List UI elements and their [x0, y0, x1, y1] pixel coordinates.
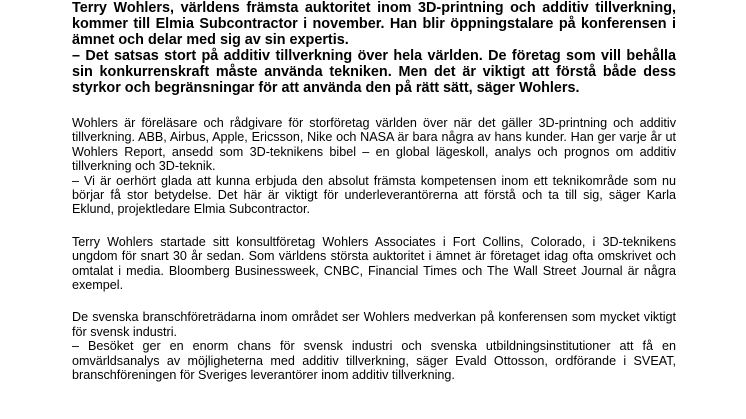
section-company	[72, 235, 676, 293]
section-industry	[72, 310, 676, 382]
lead-section	[72, 0, 676, 96]
lead-intro: Terry Wohlers, världens främsta auktoritet inom 3D-printning och additiv tillverkning, kommer till Elmia Subcontractor i november. Han blir öppningstalare på konferensen i ämnet och delar med sig av sin expertis.	[72, 0, 676, 48]
document-page	[72, 0, 676, 401]
paragraph-quote: – Besöket ger en enorm chans för svensk industri och svenska utbildningsinstitutioner att få en omvärldsanalys av möjligheterna med additiv tillverkning, säger Evald Ottosson, ordförande i SVEAT, branschföreningen för Sveriges leverantörer inom additiv tillverkning.	[72, 339, 676, 383]
paragraph: De svenska branschföreträdarna inom området ser Wohlers medverkan på konferensen som mycket viktigt för svensk industri.	[72, 310, 676, 339]
paragraph: Terry Wohlers startade sitt konsultföretag Wohlers Associates i Fort Collins, Colorado, i 3D-teknikens ungdom för snart 30 år sedan. Som världens största auktoritet i ämnet är företaget idag ofta omskrivet och omtalat i media. Bloomberg Businessweek, CNBC, Financial Times och The Wall Street Journal är några exempel.	[72, 234, 676, 293]
paragraph-quote: – Vi är oerhört glada att kunna erbjuda den absolut främsta kompetensen inom ett teknikområde som nu börjar få stor betydelse. Det här är viktigt för underleverantörerna att förstå och ta till sig, säger Karla Eklund, projektledare Elmia Subcontractor.	[72, 173, 676, 217]
paragraph: Wohlers är föreläsare och rådgivare för storföretag världen över när det gäller 3D-printning och additiv tillverkning. ABB, Airbus, Apple, Ericsson, Nike och NASA är bara några av hans kunder. Han ger varje år ut Wohlers Report, ansedd som 3D-teknikens bibel – en global lägeskoll, analys och prognos om additiv tillverkning och 3D-teknik.	[72, 116, 676, 174]
lead-quote: – Det satsas stort på additiv tillverkning över hela världen. De företag som vill behålla sin konkurrenskraft måste använda tekniken. Men det är viktigt att förstå både dess styrkor och begränsningar för att använda den på rätt sätt, säger Wohlers.	[72, 48, 676, 96]
section-about-wohlers	[72, 116, 676, 217]
